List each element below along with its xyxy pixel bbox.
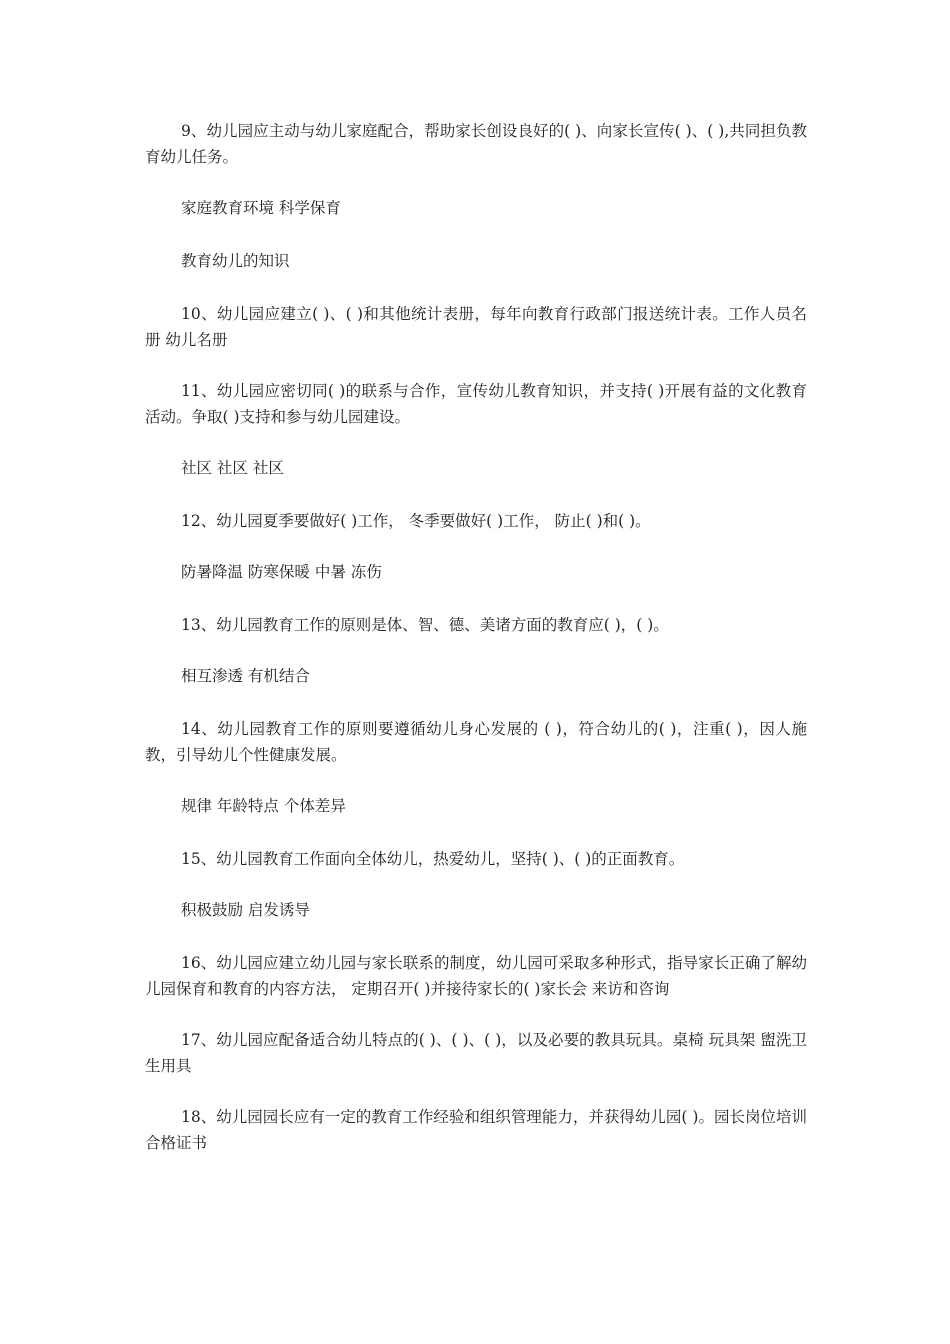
question-15: 15、幼儿园教育工作面向全体幼儿，热爱幼儿，坚持( )、( )的正面教育。 xyxy=(181,850,685,868)
answer-11: 社区 社区 社区 xyxy=(181,459,284,477)
question-9: 9、幼儿园应主动与幼儿家庭配合，帮助家长创设良好的( )、向家长宣传( )、( ),共同担负教育幼儿任务。 xyxy=(145,122,807,166)
answer-12: 防暑降温 防寒保暖 中暑 冻伤 xyxy=(181,563,382,581)
answer-13: 相互渗透 有机结合 xyxy=(181,667,310,685)
question-16: 16、幼儿园应建立幼儿园与家长联系的制度，幼儿园可采取多种形式，指导家长正确了解幼儿园保育和教育的内容方法， 定期召开( )并接待家长的( )家长会 来访和咨询 xyxy=(145,954,807,998)
answer-9-line-2: 教育幼儿的知识 xyxy=(181,252,290,270)
document-body xyxy=(145,118,807,1181)
question-11: 11、幼儿园应密切同( )的联系与合作，宣传幼儿教育知识，并支持( )开展有益的文化教育活动。争取( )支持和参与幼儿园建设。 xyxy=(145,382,807,426)
question-13: 13、幼儿园教育工作的原则是体、智、德、美诸方面的教育应( )，( )。 xyxy=(181,616,669,634)
answer-9-line-1: 家庭教育环境 科学保育 xyxy=(181,199,341,217)
question-17: 17、幼儿园应配备适合幼儿特点的( )、( )、( )，以及必要的教具玩具。桌椅 玩具架 盥洗卫生用具 xyxy=(145,1031,807,1075)
question-10: 10、幼儿园应建立( )、( )和其他统计表册，每年向教育行政部门报送统计表。工作人员名册 幼儿名册 xyxy=(145,305,807,349)
question-14: 14、幼儿园教育工作的原则要遵循幼儿身心发展的 ( )，符合幼儿的( )，注重( )，因人施教，引导幼儿个性健康发展。 xyxy=(145,720,807,764)
answer-14: 规律 年龄特点 个体差异 xyxy=(181,797,346,815)
answer-15: 积极鼓励 启发诱导 xyxy=(181,901,310,919)
question-12: 12、幼儿园夏季要做好( )工作， 冬季要做好( )工作， 防止( )和( )。 xyxy=(181,512,651,530)
question-18: 18、幼儿园园长应有一定的教育工作经验和组织管理能力，并获得幼儿园( )。园长岗位培训合格证书 xyxy=(145,1108,807,1152)
